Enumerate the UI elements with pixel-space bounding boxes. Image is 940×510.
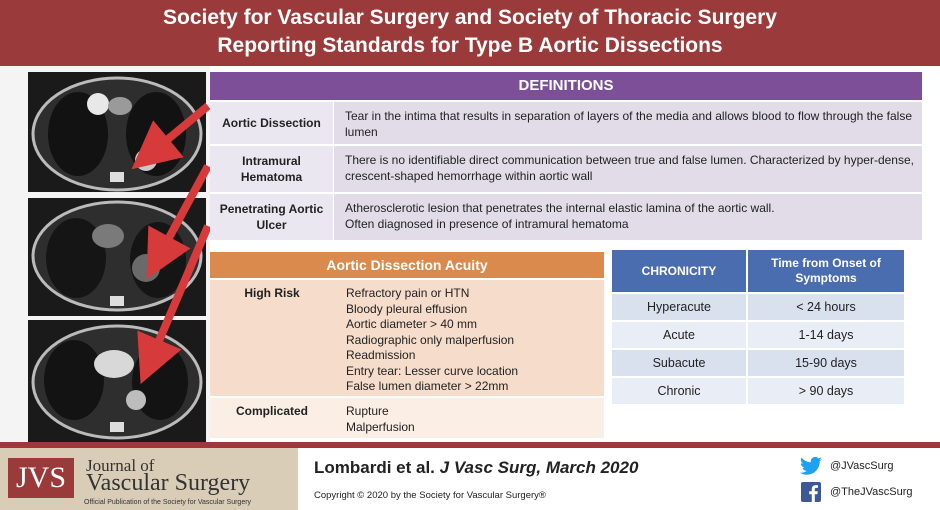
definition-desc: Tear in the intima that results in separation of layers of the media and allows blood to flow through the false lumen: [345, 109, 912, 139]
acuity-item: False lumen diameter > 22mm: [346, 379, 509, 393]
footer: [0, 448, 940, 510]
journal-subtitle: Official Publication of the Society for Vascular Surgery: [84, 499, 252, 506]
page-header: [0, 0, 940, 66]
chronicity-row: [612, 378, 904, 404]
copyright-text: Copyright © 2020 by the Society for Vascular Surgery®: [314, 490, 546, 501]
time-cell: 15-90 days: [748, 350, 904, 376]
time-cell: > 90 days: [748, 378, 904, 404]
ct-scan-image: [28, 198, 206, 316]
twitter-icon: [800, 456, 822, 476]
acuity-title: Aortic Dissection Acuity: [210, 252, 604, 278]
citation-date: March 2020: [545, 458, 639, 477]
acuity-item: Readmission: [346, 348, 416, 362]
ct-scan-panel: [0, 66, 210, 442]
time-cell: < 24 hours: [748, 294, 904, 320]
acuity-complicated-row: [210, 398, 604, 438]
chronicity-header: CHRONICITY: [612, 250, 746, 292]
time-cell: 1-14 days: [748, 322, 904, 348]
acuity-item: Entry tear: Lesser curve location: [346, 363, 519, 378]
definition-desc: There is no identifiable direct communication between true and false lumen. Characterized by hyper-dense, crescent-shaped hemorrhage within aortic wall: [345, 153, 914, 183]
twitter-link[interactable]: [800, 456, 894, 476]
facebook-link[interactable]: [800, 482, 913, 502]
acuity-item: Radiographic only malperfusion: [346, 332, 515, 347]
acuity-item: Rupture: [346, 404, 389, 418]
definition-desc-line: Atherosclerotic lesion that penetrates the internal elastic lamina of the aortic wall.: [345, 201, 775, 215]
journal-name: Vascular Surgery: [86, 470, 251, 496]
definition-row: [210, 146, 922, 192]
acuity-high-risk-row: [210, 280, 604, 396]
acuity-item: Malperfusion: [346, 419, 415, 434]
chronicity-row: [612, 350, 904, 376]
definitions-title: DEFINITIONS: [210, 72, 922, 100]
acuity-label: High Risk: [244, 286, 300, 300]
time-header: Time from Onset of Symptoms: [748, 250, 904, 292]
definition-row: [210, 194, 922, 240]
chronicity-cell: Hyperacute: [612, 294, 746, 320]
facebook-handle: @TheJVascSurg: [830, 486, 913, 498]
definition-desc: [345, 200, 914, 232]
acuity-items: [346, 286, 518, 395]
definition-term: Intramural Hematoma: [210, 146, 334, 192]
chronicity-table: [612, 250, 904, 404]
citation-authors: Lombardi et al.: [314, 458, 435, 477]
chronicity-header-row: [612, 250, 904, 292]
journal-of-text: Journal of: [86, 456, 155, 475]
twitter-handle: @JVascSurg: [830, 460, 894, 472]
chronicity-cell: Chronic: [612, 378, 746, 404]
acuity-label: Complicated: [235, 404, 308, 418]
acuity-item: Bloody pleural effusion: [346, 301, 468, 316]
citation-journal: J Vasc Surg,: [439, 458, 542, 477]
chronicity-row: [612, 322, 904, 348]
acuity-items: [346, 404, 415, 435]
ct-scan-image: [28, 320, 206, 442]
definition-term: Aortic Dissection: [210, 102, 334, 144]
definition-row: [210, 102, 922, 144]
acuity-item: Refractory pain or HTN: [346, 286, 470, 300]
header-title-line1: Society for Vascular Surgery and Society of Thoracic Surgery: [163, 6, 777, 29]
chronicity-row: [612, 294, 904, 320]
definition-term: Penetrating Aortic Ulcer: [210, 194, 334, 240]
ct-scan-image: [28, 72, 206, 192]
facebook-icon: [800, 482, 822, 502]
chronicity-cell: Acute: [612, 322, 746, 348]
header-title-line2: Reporting Standards for Type B Aortic Dissections: [217, 34, 723, 57]
chronicity-cell: Subacute: [612, 350, 746, 376]
definition-desc-line: Often diagnosed in presence of intramural hematoma: [345, 217, 629, 231]
acuity-item: Aortic diameter > 40 mm: [346, 317, 478, 331]
citation: [314, 458, 638, 478]
jvs-logo-badge: JVS: [8, 458, 74, 498]
journal-logo[interactable]: [0, 448, 298, 510]
